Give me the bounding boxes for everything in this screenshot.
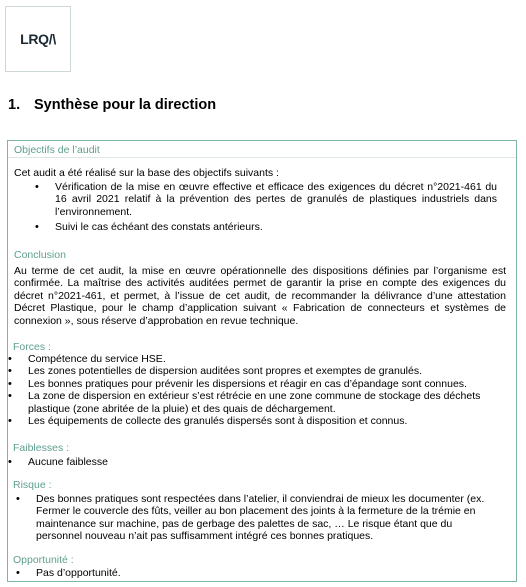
list-item: • Les zones potentielles de dispersion auditées sont propres et exemptes de granulés. (8, 365, 504, 377)
lrqa-logo (5, 6, 71, 72)
objectifs-label: Objectifs de l’audit (14, 144, 100, 156)
heading-number: 1. (8, 97, 21, 113)
synthesis-panel (7, 140, 517, 582)
logo-text: LRQ/\ (20, 31, 56, 47)
section-heading (8, 97, 216, 113)
objectifs-divider (8, 157, 516, 158)
heading-title: Synthèse pour la direction (34, 97, 217, 113)
list-item: • Compétence du service HSE. (8, 353, 504, 365)
forces-label: Forces : (13, 341, 51, 353)
list-item: • Suivi le cas échéant des constats antérieurs. (35, 221, 497, 233)
objectifs-intro: Cet audit a été réalisé sur la base des objectifs suivants : (14, 167, 279, 179)
conclusion-text: Au terme de cet audit, la mise en œuvre opérationnelle des dispositions définies par l’organisme est confirmée. La maîtrise des activités auditées permet de garantir la prise en compte des exigences du décret n°2021-461, et permet, à l’issue de cet audit, de recommander la délivrance d’une attestation Décret Plastique, pour le champ d’application suivant « Fabrication de connecteurs et systèmes de connexion », sous réserve d’approbation en revue technique. (14, 265, 506, 327)
conclusion-label: Conclusion (14, 249, 66, 261)
list-item: • Pas d’opportunité. (16, 567, 496, 579)
risque-list (16, 493, 496, 543)
list-item: • Aucune faiblesse (8, 456, 504, 468)
objectifs-list (35, 181, 497, 234)
faiblesses-list (8, 456, 504, 468)
list-item: • La zone de dispersion en extérieur s’est rétrécie en une zone commune de stockage des déchets plastique (zone abritée de la pluie) et des quais de déchargement. (8, 390, 504, 415)
opportunite-list (16, 567, 496, 579)
faiblesses-label: Faiblesses : (13, 442, 70, 454)
risque-label: Risque : (13, 479, 52, 491)
list-item: • Les équipements de collecte des granulés dispersés sont à disposition et connus. (8, 415, 504, 427)
list-item: • Vérification de la mise en œuvre effective et efficace des exigences du décret n°2021-461 du 16 avril 2021 relatif à la prévention des pertes de granulés de plastiques industriels dans l’environnement. (35, 181, 497, 218)
list-item: • Les bonnes pratiques pour prévenir les dispersions et réagir en cas d’épandage sont connues. (8, 378, 504, 390)
opportunite-label: Opportunité : (13, 554, 74, 566)
list-item: • Des bonnes pratiques sont respectées dans l’atelier, il conviendrai de mieux les documenter (ex. Fermer le couvercle des fûts, veiller au bon placement des joints à la fermeture de la trémie en maintenance sur machine, pas de gerbage des palettes de sac, … Le risque étant que du personnel nouveau n’ait pas suffisamment intégré ces bonnes pratiques. (16, 493, 496, 543)
forces-list (8, 353, 504, 427)
